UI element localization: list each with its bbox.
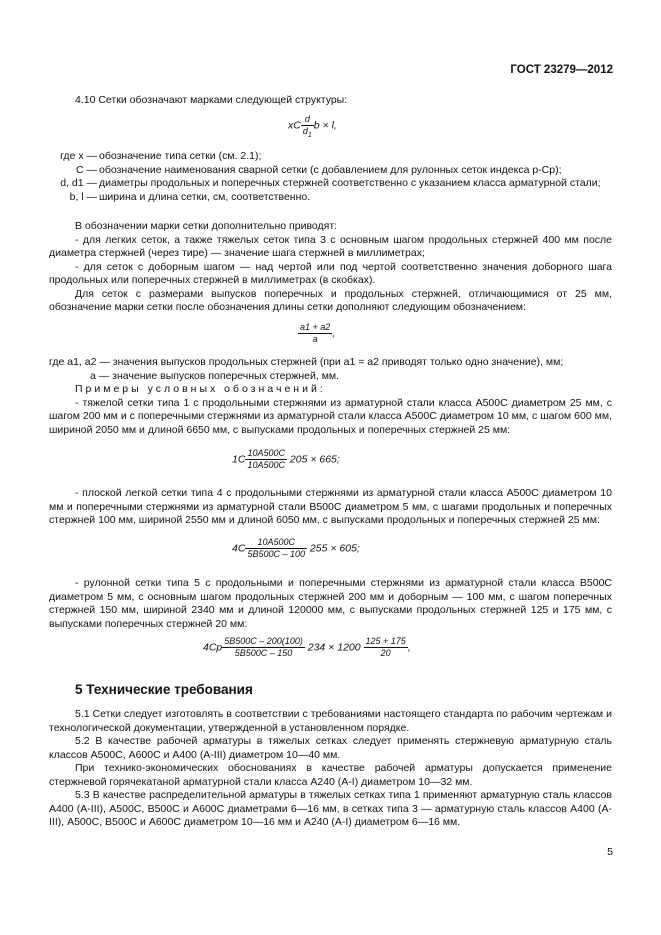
formula-example-1: 1C $\frac{10A500C}{10A500C}$ 205 × 665; <box>232 448 340 470</box>
example-3: - рулонной сетки типа 5 с продольными и поперечными стержнями из арматурной стали класса В500С диаметром 5 мм, с основным шагом продольных стержней 200 мм и доборным — 100 мм, с шагом поперечных стержней 150 мм, шириной 2340 мм и длиной 120000 мм, с выпусками продольных стержней 125 и 175 мм, с выпусками поперечных стержней 20 мм: <box>49 577 612 630</box>
where-item: d, d1 — диаметры продольных и поперечных стержней соответственно с указанием класса арматурной стали; <box>60 177 601 189</box>
section-5-title: 5 Технические требования <box>75 682 253 697</box>
example-2: - плоской легкой сетки типа 4 с продольными стержнями из арматурной стали класса А500С диаметром 10 мм и поперечными стержнями из арматурной стали В500С диаметром 5 мм, с шагами продольных и поперечных стержней 100 мм, шириной 2550 мм и длиной 6050 мм, с выпусками продольных и поперечных стержней 25 мм: <box>49 487 612 526</box>
additional-designation: В обозначении марки сетки дополнительно приводят: - для легких сеток, а также тяжелых сеток типа 3 с основным шагом продольных стержней 400 мм после диаметра стержней (через тире) — значение шага стержней в миллиметрах; - для сеток с доборным шагом — над чертой или под чертой соответственно значения доборного шага продольных или поперечных стержней в миллиметрах (в скобках). Для сеток с размерами выпусков поперечных и продольных стержней, отличающимися от 25 мм, обозначение марки сетки после обозначения длины сетки дополняют следующим обозначением: <box>49 220 612 313</box>
section-5-body: 5.1 Сетки следует изготовлять в соответствии с требованиями настоящего стандарта по рабочим чертежам и технологической документации, утвержденной в установленном порядке. 5.2 В качестве рабочей арматуры в тяжелых сетках следует применять стержневую арматурную сталь классов А500С, А600С и А400 (А-III) диаметром 10—40 мм. При технико-экономических обоснованиях в качестве рабочей арматуры допускается применение стержневой горячекатаной арматурной стали класса А240 (А-I) диаметром 10—32 мм. 5.3 В качестве распределительной арматуры в тяжелых сетках типа 1 применяют арматурную сталь классов А400 (А-III), А500С, В500С и А600С диаметрами 6—16 мм, в сетках типа 3 — арматурную сталь классов А400 (А-III), А500С, В500С и А600С диаметром 10—16 мм и А240 (А-I) диаметром 6—16 мм. <box>49 708 612 828</box>
formula-example-2: 4C $\frac{10A500C}{5B500C - 100}$ 255 × 605; <box>232 537 360 559</box>
clause-4-10: 4.10 Сетки обозначают марками следующей структуры: <box>75 94 348 106</box>
formula-main: xC $\frac{d}{d_1}$ b × l, <box>288 114 337 139</box>
where-outlet: где a1, a2 — значения выпусков продольных стержней (при a1 = a2 приводят только одно значение), мм; a — значение выпусков поперечных стержней, мм. <box>49 356 564 382</box>
formula-outlet: $\frac{a1 + a2}{a}$ , <box>300 322 336 344</box>
where-item: где x — обозначение типа сетки (см. 2.1); <box>60 150 262 162</box>
example-1: - тяжелой сетки типа 1 с продольными стержнями из арматурной стали класса А500С диаметром 25 мм, с шагом 200 мм и с поперечными стержнями из арматурной стали класса А500С диаметром 10 мм, с шагом 600 мм, шириной 2050 мм и длиной 6650 мм, с выпусками продольных и поперечных стержней 25 мм: <box>49 396 612 436</box>
formula-example-3: 4Cp $\frac{5B500C - 200(100)}{5B500C - 150}$ 234 × 1200 $\frac{125 + 175}{20}$ , <box>203 636 411 658</box>
where-list <box>49 150 612 204</box>
where-item: b, l — ширина и длина сетки, см, соответственно. <box>69 190 311 203</box>
where-item: C — обозначение наименования сварной сетки (с добавлением для рулонных сеток индекса р-Ср); <box>76 163 562 176</box>
examples-block <box>49 383 612 437</box>
examples-title: Примеры условных обозначений: <box>75 383 326 395</box>
page-number: 5 <box>607 846 613 858</box>
standard-code: ГОСТ 23279—2012 <box>510 64 613 76</box>
